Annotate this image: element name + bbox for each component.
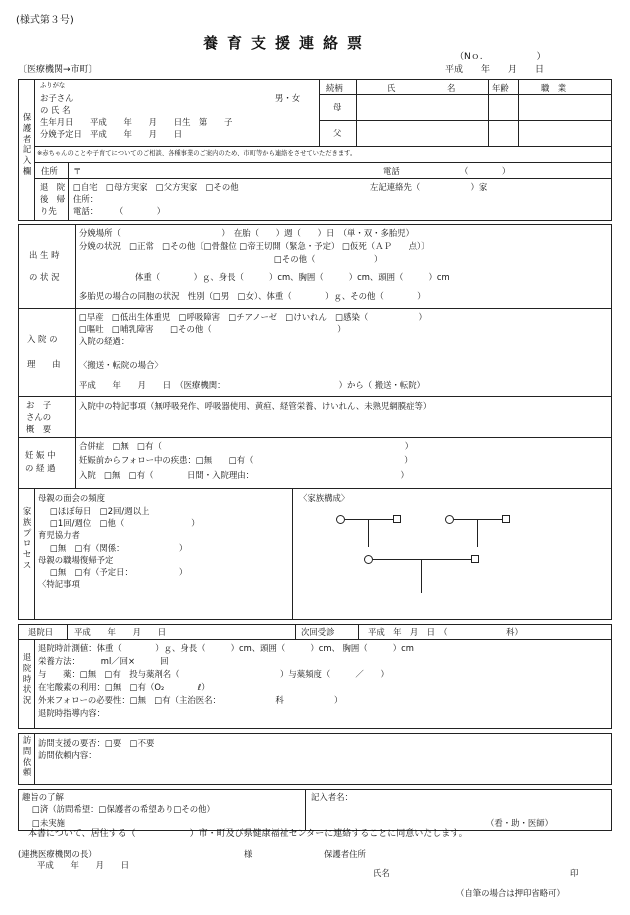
discharge-date-label: 退院日 [28,627,54,637]
discharge-guidance-field[interactable]: 退院時指導内容： [38,708,105,718]
seal-mark: 印 [570,868,579,878]
sibling-status-line[interactable]: 多胎児の場合の同胞の状況 性別（□男 □女）、体重（ ）ｇ、その他（ ） [79,291,426,301]
guardian-name-label[interactable]: 氏名 [373,868,390,878]
admission-reasons-line-1[interactable]: □早産 □低出生体重児 □呼吸障害 □チアノーゼ □けいれん □感染（ ） [79,312,427,322]
contact-home-field[interactable]: 左記連絡先（ ）家 [370,182,488,192]
delivery-place-line[interactable]: 分娩場所（ ） 在胎（ ）週（ ）日 （単・双・多胎児） [79,228,414,238]
child-summary-field[interactable]: 入院中の特記事項（無呼吸発作、呼吸器使用、黄疸、経管栄養、けいれん、未熟児網膜症等） [79,401,432,411]
transfer-line[interactable]: 平成 年 月 日 （医療機関： ）から（ 搬送・転院） [79,380,426,390]
route-label: 〔医療機関→市町〕 [18,65,98,75]
measurements-line[interactable]: 体重（ ）ｇ、身長（ ）cm、胸囲（ ）cm、頭囲（ ）cm [135,272,450,282]
purpose-understanding-label: 趣旨の了解 [22,792,64,802]
after-discharge-label-3: り先 [40,206,57,216]
outpatient-followup-line[interactable]: 外来フォローの必要性：□無 □有（主治医名： 科 ） [38,695,343,705]
prior-disease-line[interactable]: 妊娠前からフォロー中の疾患：□無 □有（ ） [79,455,413,465]
transfer-heading: 〈搬送・転院の場合〉 [79,360,163,370]
delivery-status-line[interactable]: 分娩の状況 □正常 □その他〔□骨盤位 □帝王切開（緊急・予定） □仮死（ＡＰ 点）〕 [79,241,430,251]
father-row-label: 父 [333,128,342,138]
writer-role-options[interactable]: （看・助・医師） [486,818,553,828]
child-name-label: の 氏 名 [40,105,71,115]
discharge-measurements[interactable]: 退院時計測値：体重（ ）ｇ、身長（ ）cm、頭囲（ ）cm、 胸囲（ ）cm [38,643,414,653]
child-summary-label-2: さんの [26,412,52,422]
admission-reason-label-1: 入 院 の [27,334,58,344]
helper-options[interactable]: □無 □有（関係： ） [50,543,188,553]
medication-line[interactable]: 与 薬：□無 □有 投与薬剤名（ ）与薬頻度（ ／ ） [38,669,389,679]
visit-frequency-options-1[interactable]: □ほぼ毎日 □2回/週以上 [50,506,150,516]
purpose-not-done-option[interactable]: □未実施 [32,818,66,828]
admission-reason-label-2: 理 由 [27,359,61,369]
family-structure-heading: 〈家族構成〉 [299,493,350,503]
address-label: 住所 [41,166,58,176]
discharge-status-label: 退院時状況 [22,652,32,705]
complications-line[interactable]: 合併症 □無 □有（ ） [79,441,414,451]
next-visit-label: 次回受診 [301,627,335,637]
form-no-field: （Nｏ. ） [455,52,546,62]
birth-status-label-2: の 状 況 [29,272,60,282]
visit-need-options[interactable]: 訪問支援の要否：□要 □不要 [38,738,155,748]
addressee-suffix: 様 [244,849,253,859]
delivery-other-line[interactable]: □その他（ ） [274,254,383,264]
child-summary-label-1: お 子 [26,400,52,410]
due-date-field[interactable]: 平成 年 月 日 [90,129,183,139]
admission-reasons-line-2[interactable]: □嘔吐 □哺乳障害 □その他（ ） [79,324,346,334]
purpose-done-options[interactable]: □済（訪問希望：□保護者の希望あり□その他） [32,804,215,814]
family-process-label: 家族プロセス [22,506,32,570]
guardian-section-label: 保護者記入欄 [22,112,32,176]
home-oxygen-line[interactable]: 在宅酸素の利用：□無 □有（O₂ ℓ） [38,682,210,692]
pregnancy-hospitalization-line[interactable]: 入院 □無 □有（ 日間・入院理由： ） [79,470,409,480]
helper-heading: 育児協力者 [38,530,80,540]
birth-status-label-1: 出 生 時 [29,250,60,260]
consent-statement: 本書について、居住する（ ）市・町及び県健康福祉センターに連絡することに同意いたします。 [28,829,468,839]
phone-field[interactable]: （ ） [460,166,511,176]
pregnancy-label-2: の 経 過 [25,463,56,473]
birth-date-label: 生年月日 [40,117,74,127]
child-summary-label-3: 概 要 [26,424,52,434]
feeding-method[interactable]: 栄養方法： ml／回× 回 [38,656,169,666]
age-header: 年齢 [492,83,509,93]
given-name-header: 名 [447,83,456,93]
visit-request-label: 訪問依頼 [22,735,32,778]
special-notes-heading: 〈特記事項 [38,579,80,589]
next-visit-field[interactable]: 平成 年 月 日 （ 科） [368,627,523,637]
form-number: (様式第３号) [16,15,74,26]
child-label: お子さん [40,93,74,103]
writer-name-field[interactable]: 記入者名： [311,792,353,802]
after-address-field[interactable]: 住所： [73,194,99,204]
return-to-work-options[interactable]: □無 □有（予定日： ） [50,567,188,577]
relation-header: 続柄 [326,83,343,93]
surname-header: 氏 [387,83,396,93]
discharge-date-field[interactable]: 平成 年 月 日 [74,627,167,637]
admission-course-field[interactable]: 入院の経過： [79,336,130,346]
visit-frequency-heading: 母親の面会の頻度 [38,493,105,503]
birth-date-field[interactable]: 平成 年 月 日生 第 子 [90,117,233,127]
header-date: 平成 年 月 日 [445,65,545,75]
address-field[interactable]: 〒 [73,166,82,176]
contact-notice: ※赤ちゃんのことや子育てについてのご相談、各種事業のご案内のため、市町等から連絡をさせていただきます。 [37,150,357,157]
after-phone-field[interactable]: 電話： （ ） [73,206,166,216]
phone-label: 電話 [383,166,400,176]
sex-field[interactable]: 男・女 [275,93,301,103]
pregnancy-label-1: 妊 娠 中 [25,450,56,460]
due-date-label: 分娩予定日 [40,129,82,139]
visit-frequency-options-2[interactable]: □1回/週位 □他（ ） [50,518,200,528]
after-discharge-label-2: 後 帰 [40,194,66,204]
addressee-label: (連携医療機関の長） [18,849,97,859]
guardian-address-label[interactable]: 保護者住所 [324,849,366,859]
furigana-label: ふりがな [40,82,66,89]
after-discharge-options[interactable]: □自宅 □母方実家 □父方実家 □その他 [73,182,239,192]
signature-note: （自筆の場合は押印省略可） [456,888,565,898]
after-discharge-label-1: 退 院 [40,182,66,192]
occupation-header: 職 業 [541,83,567,93]
consent-date-field[interactable]: 平成 年 月 日 [37,860,130,870]
return-to-work-heading: 母親の職場復帰予定 [38,555,114,565]
visit-request-field[interactable]: 訪問依頼内容： [38,750,97,760]
mother-row-label: 母 [333,102,342,112]
form-title: 養育支援連絡票 [203,34,372,52]
